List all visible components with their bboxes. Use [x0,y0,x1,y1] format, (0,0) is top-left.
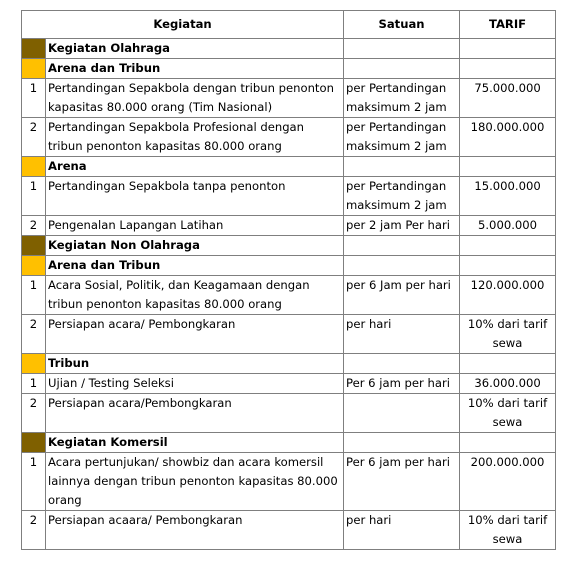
row-number: 1 [22,453,46,511]
tariff-cell: 36.000.000 [460,374,556,394]
empty-cell [460,433,556,453]
subsection-marker [22,157,46,177]
row-number: 2 [22,394,46,433]
header-tariff: TARIF [460,11,556,39]
subsection-marker [22,256,46,276]
unit-cell [344,394,460,433]
empty-cell [344,433,460,453]
unit-cell: per 2 jam Per hari [344,216,460,236]
row-number: 2 [22,216,46,236]
header-activity: Kegiatan [22,11,344,39]
table-row [22,216,556,236]
activity-cell: Pengenalan Lapangan Latihan [46,216,344,236]
unit-cell: per Pertandingan maksimum 2 jam [344,118,460,157]
empty-cell [344,236,460,256]
unit-cell: Per 6 jam per hari [344,374,460,394]
empty-cell [344,59,460,79]
tariff-cell: 75.000.000 [460,79,556,118]
table-row [22,118,556,157]
section-row [22,39,556,59]
row-number: 1 [22,374,46,394]
activity-cell: Pertandingan Sepakbola Profesional dengan tribun penonton kapasitas 80.000 orang [46,118,344,157]
tariff-cell: 180.000.000 [460,118,556,157]
subsection-marker [22,354,46,374]
row-number: 2 [22,511,46,550]
activity-cell: Pertandingan Sepakbola dengan tribun penonton kapasitas 80.000 orang (Tim Nasional) [46,79,344,118]
activity-cell: Acara Sosial, Politik, dan Keagamaan dengan tribun penonton kapasitas 80.000 orang [46,276,344,315]
unit-cell: Per 6 jam per hari [344,453,460,511]
tariff-cell: 10% dari tarif sewa [460,315,556,354]
row-number: 1 [22,79,46,118]
section-marker [22,236,46,256]
tariff-cell: 15.000.000 [460,177,556,216]
table-row [22,453,556,511]
unit-cell: per hari [344,511,460,550]
section-row [22,236,556,256]
empty-cell [460,59,556,79]
unit-cell: per hari [344,315,460,354]
activity-cell: Persiapan acara/Pembongkaran [46,394,344,433]
row-number: 2 [22,118,46,157]
tariff-table [21,10,556,550]
subsection-title: Tribun [46,354,344,374]
subsection-title: Arena dan Tribun [46,59,344,79]
row-number: 1 [22,276,46,315]
empty-cell [460,157,556,177]
tariff-cell: 5.000.000 [460,216,556,236]
table-body [22,39,556,550]
row-number: 1 [22,177,46,216]
row-number: 2 [22,315,46,354]
empty-cell [344,256,460,276]
empty-cell [460,354,556,374]
table-row [22,511,556,550]
subsection-title: Arena dan Tribun [46,256,344,276]
section-title: Kegiatan Non Olahraga [46,236,344,256]
table-row [22,315,556,354]
subsection-row [22,354,556,374]
unit-cell: per Pertandingan maksimum 2 jam [344,177,460,216]
tariff-cell: 200.000.000 [460,453,556,511]
table-row [22,276,556,315]
empty-cell [460,39,556,59]
subsection-marker [22,59,46,79]
table-row [22,394,556,433]
unit-cell: per Pertandingan maksimum 2 jam [344,79,460,118]
subsection-row [22,157,556,177]
empty-cell [344,354,460,374]
unit-cell: per 6 Jam per hari [344,276,460,315]
tariff-cell: 120.000.000 [460,276,556,315]
empty-cell [460,236,556,256]
subsection-row [22,59,556,79]
section-title: Kegiatan Olahraga [46,39,344,59]
tariff-cell: 10% dari tarif sewa [460,394,556,433]
subsection-title: Arena [46,157,344,177]
section-title: Kegiatan Komersil [46,433,344,453]
header-unit: Satuan [344,11,460,39]
tariff-cell: 10% dari tarif sewa [460,511,556,550]
empty-cell [344,39,460,59]
activity-cell: Ujian / Testing Seleksi [46,374,344,394]
subsection-row [22,256,556,276]
empty-cell [460,256,556,276]
activity-cell: Pertandingan Sepakbola tanpa penonton [46,177,344,216]
table-row [22,79,556,118]
section-marker [22,433,46,453]
activity-cell: Persiapan acara/ Pembongkaran [46,315,344,354]
header-row [22,11,556,39]
section-row [22,433,556,453]
activity-cell: Acara pertunjukan/ showbiz dan acara komersil lainnya dengan tribun penonton kapasitas 80.000 orang [46,453,344,511]
section-marker [22,39,46,59]
empty-cell [344,157,460,177]
table-row [22,374,556,394]
activity-cell: Persiapan acaara/ Pembongkaran [46,511,344,550]
table-row [22,177,556,216]
